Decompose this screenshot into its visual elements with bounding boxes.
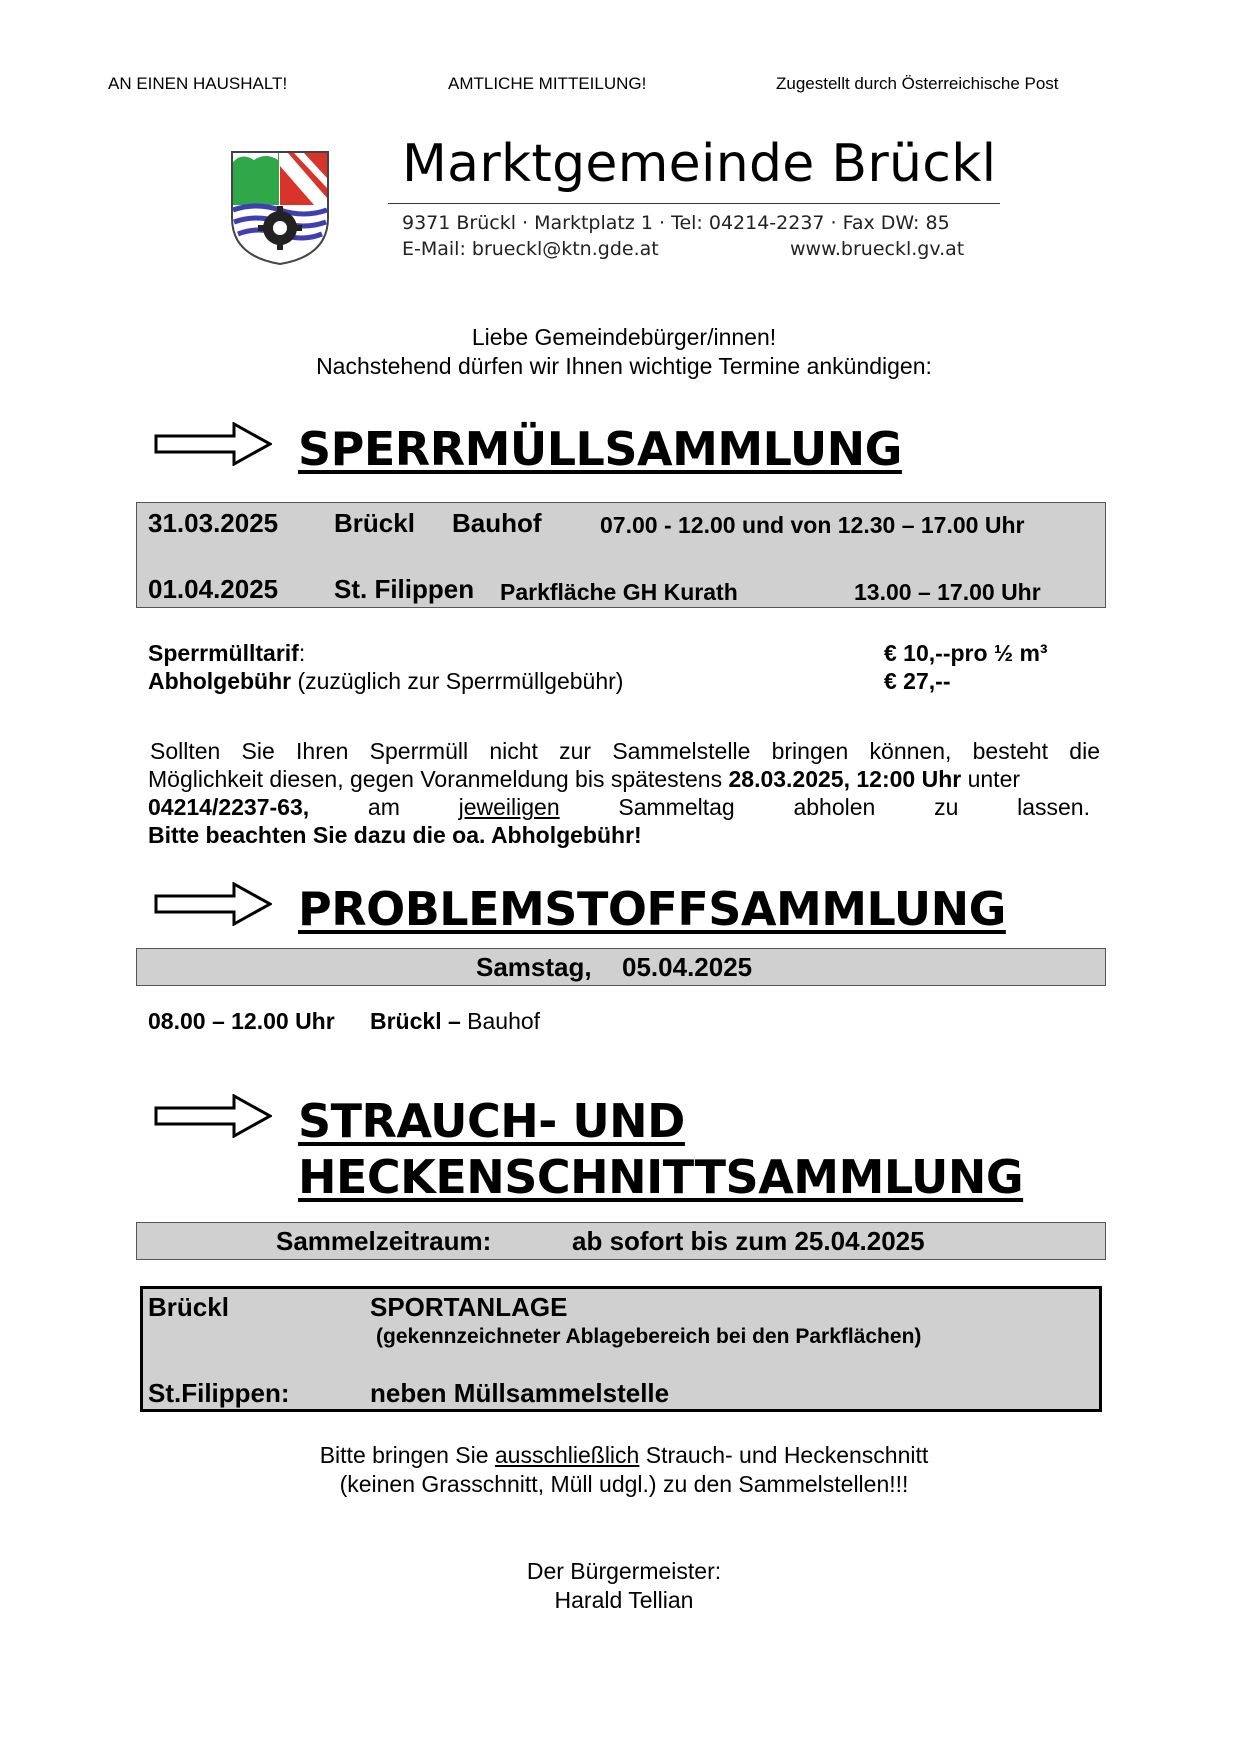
pickup-paragraph-line: Möglichkeit diesen, gegen Voranmeldung bis spätestens 28.03.2025, 12:00 Uhr unter [148, 766, 1021, 792]
heading-sperrmuell: SPERRMÜLLSAMMLUNG [298, 422, 902, 476]
paragraph-word: zu [934, 794, 959, 820]
pickup-paragraph-line: Sollten Sie Ihren Sperrmüll nicht zur Sammelstelle bringen können, besteht die [150, 738, 1100, 764]
location-place: St.Filippen: [148, 1378, 290, 1408]
pickup-phone: 04214/2237-63, [148, 794, 310, 820]
location-place: Brückl [148, 1292, 229, 1322]
pickup-fee-value: € 27,-- [884, 668, 951, 694]
heading-problemstoff: PROBLEMSTOFFSAMMLUNG [298, 882, 1006, 936]
location-note: (gekennzeichneter Ablagebereich bei den Parkflächen) [376, 1325, 922, 1348]
paragraph-word: jeweiligen [458, 794, 560, 820]
period-value: ab sofort bis zum 25.04.2025 [572, 1226, 925, 1256]
period-label: Sammelzeitraum: [276, 1226, 492, 1256]
problemstoff-date-box [136, 948, 1106, 986]
problemstoff-day: Samstag, [476, 952, 592, 982]
website-line: www.brueckl.gv.at [790, 238, 965, 260]
top-right-label: Zugestellt durch Österreichische Post [776, 74, 1059, 93]
heading-strauch-line1: STRAUCH- UND [298, 1094, 685, 1148]
schedule-place: St. Filippen [334, 574, 475, 604]
municipality-title: Marktgemeinde Brückl [402, 134, 997, 194]
problemstoff-date: 05.04.2025 [622, 952, 753, 982]
heading-strauch-line2: HECKENSCHNITTSAMMLUNG [298, 1150, 1024, 1204]
tariff-label: Sperrmülltarif: [148, 640, 306, 666]
address-line: 9371 Brückl · Marktplatz 1 · Tel: 04214-2237 · Fax DW: 85 [402, 212, 950, 234]
municipal-crest-icon [228, 148, 332, 266]
top-left-label: AN EINEN HAUSHALT! [108, 74, 288, 93]
problemstoff-location: Brückl – Bauhof [370, 1008, 541, 1034]
arrow-right-icon [154, 1094, 272, 1138]
pickup-paragraph-line [148, 794, 1090, 821]
greeting: Liebe Gemeindebürger/innen! [471, 324, 777, 350]
schedule-time: 13.00 – 17.00 Uhr [854, 579, 1041, 605]
problemstoff-time: 08.00 – 12.00 Uhr [148, 1008, 335, 1034]
schedule-time: 07.00 - 12.00 und von 12.30 – 17.00 Uhr [600, 512, 1025, 538]
tariff-value: € 10,--pro ½ m³ [884, 640, 1048, 666]
pickup-fee-reminder: Bitte beachten Sie dazu die oa. Abholgebühr! [148, 822, 642, 848]
schedule-place: Brückl [334, 508, 415, 538]
top-center-label: AMTLICHE MITTEILUNG! [448, 74, 647, 93]
schedule-location: Parkfläche GH Kurath [500, 579, 738, 605]
pickup-fee-label: Abholgebühr (zuzüglich zur Sperrmüllgebühr) [148, 668, 624, 694]
arrow-right-icon [154, 422, 272, 466]
header-divider [388, 203, 1000, 204]
paragraph-word: lassen. [1017, 794, 1090, 820]
paragraph-word: Sammeltag [618, 794, 735, 820]
schedule-location: Bauhof [452, 508, 542, 538]
paragraph-word: am [367, 794, 400, 820]
strauch-notice-line: (keinen Grasschnitt, Müll udgl.) zu den Sammelstellen!!! [339, 1471, 909, 1497]
arrow-right-icon [154, 882, 272, 926]
schedule-date: 31.03.2025 [148, 508, 279, 538]
email-line: E-Mail: brueckl@ktn.gde.at [402, 238, 659, 260]
schedule-date: 01.04.2025 [148, 574, 279, 604]
strauch-notice-line: Bitte bringen Sie ausschließlich Strauch- und Heckenschnitt [319, 1442, 929, 1468]
signature-role: Der Bürgermeister: [526, 1558, 722, 1584]
signature-name: Harald Tellian [554, 1587, 694, 1613]
paragraph-word: abholen [793, 794, 876, 820]
intro-text: Nachstehend dürfen wir Ihnen wichtige Termine ankündigen: [316, 353, 932, 379]
location-site: SPORTANLAGE [370, 1292, 568, 1322]
location-site: neben Müllsammelstelle [370, 1378, 670, 1408]
